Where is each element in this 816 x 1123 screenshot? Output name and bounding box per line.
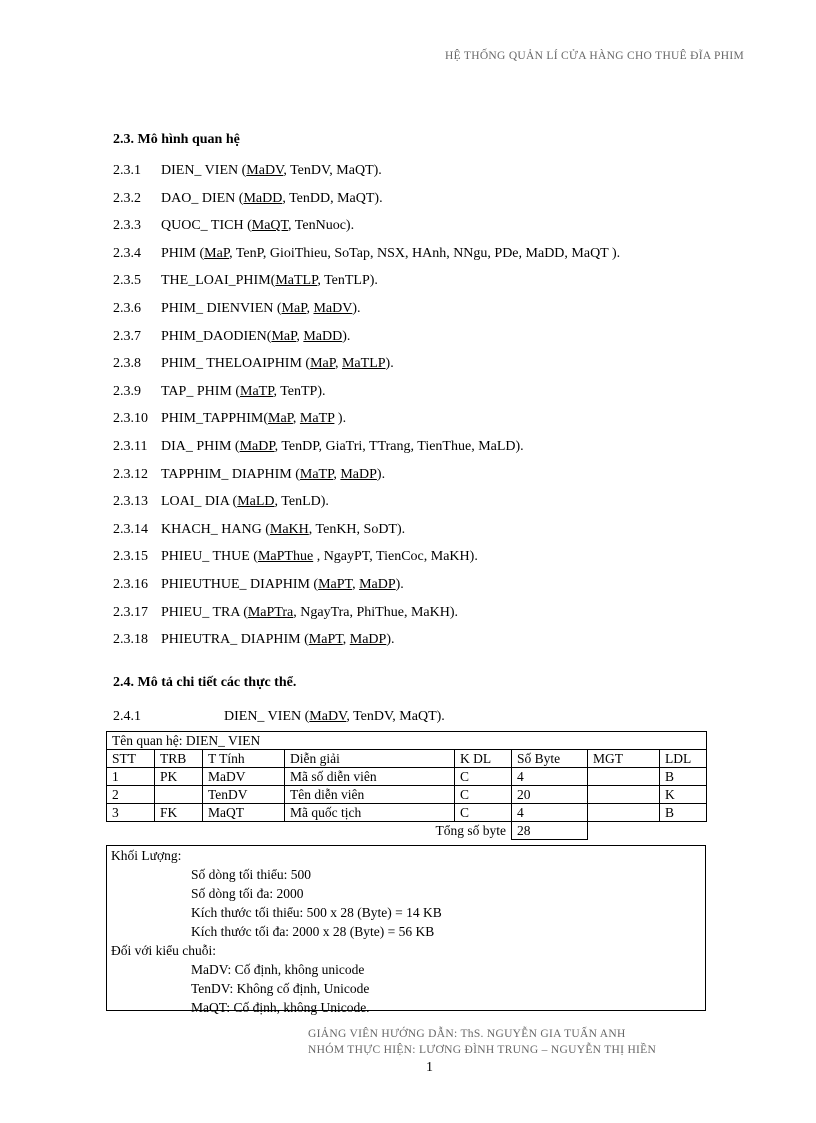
- relation-key: MaDP: [349, 632, 387, 648]
- relation-attributes: , TenP, GioiThieu, SoTap, NSX, HAnh, NNgu, PDe, MaDD, MaQT ).: [229, 245, 621, 261]
- entity-name: DIEN_ VIEN (: [224, 709, 310, 724]
- entity-key: MaDV: [309, 709, 347, 724]
- relation-key: MaPT: [318, 576, 353, 592]
- string-line: MaDV: Cố định, không unicode: [191, 962, 365, 977]
- table-cell: K: [660, 786, 707, 804]
- table-header-cell: LDL: [660, 750, 707, 768]
- table-total-row: [107, 822, 707, 840]
- relation-number: 2.3.2: [113, 190, 141, 206]
- relation-attributes: ).: [395, 576, 404, 592]
- relation-item: [113, 189, 620, 217]
- total-empty: [588, 822, 707, 840]
- total-value: 28: [512, 822, 588, 840]
- relation-item: 2.3.16 PHIEUTHUE_ DIAPHIM (MaPT, MaDP).: [113, 575, 620, 603]
- relation-key: MaDP: [359, 576, 396, 592]
- table-cell: TenDV: [203, 786, 285, 804]
- string-title: Đối với kiểu chuỗi:: [111, 943, 217, 958]
- relation-attributes: , TenTLP).: [317, 273, 378, 289]
- table-header-cell: MGT: [588, 750, 660, 768]
- table-cell: 1: [107, 768, 155, 786]
- table-cell: C: [455, 786, 512, 804]
- table-cell: 4: [512, 804, 588, 822]
- table-header-cell: T Tính: [203, 750, 285, 768]
- relation-item: 2.3.6 PHIM_ DIENVIEN (MaP, MaDV).: [113, 299, 620, 327]
- relation-key: MaDP: [340, 466, 377, 482]
- relation-number: 2.3.4: [113, 245, 141, 261]
- relation-number: 2.3.3: [113, 218, 141, 234]
- table-header-cell: K DL: [455, 750, 512, 768]
- relation-number: 2.3.9: [113, 383, 141, 399]
- entity-heading: [113, 709, 445, 725]
- relation-number: 2.3.18: [113, 632, 148, 648]
- table-row: [107, 768, 707, 786]
- section-title-entity-details: 2.4. Mô tả chi tiết các thực thể.: [113, 675, 297, 690]
- relation-item: [113, 547, 620, 575]
- relation-item: 2.3.18 PHIEUTRA_ DIAPHIM (MaPT, MaDP).: [113, 630, 620, 658]
- relation-key: MaP: [204, 245, 230, 261]
- relation-key: MaPTra: [247, 604, 294, 620]
- table-header-row: [107, 750, 707, 768]
- relation-attributes: , NgayTra, PhiThue, MaKH).: [293, 604, 458, 620]
- table-header-cell: STT: [107, 750, 155, 768]
- footer-advisor: GIẢNG VIÊN HƯỚNG DẪN: ThS. NGUYỄN GIA TUẤN ANH: [308, 1028, 626, 1040]
- table-cell: B: [660, 804, 707, 822]
- table-cell: 4: [512, 768, 588, 786]
- relation-key: MaTP: [240, 383, 274, 399]
- relation-key: MaQT: [251, 218, 289, 234]
- relation-key: MaPT: [308, 632, 343, 648]
- table-cell: [588, 768, 660, 786]
- relation-attributes: ).: [386, 632, 395, 648]
- relation-key: MaDP: [239, 438, 275, 454]
- relation-key: MaTP: [299, 411, 335, 427]
- relation-number: 2.3.13: [113, 494, 148, 510]
- string-line: TenDV: Không cố định, Unicode: [191, 981, 370, 996]
- relation-attributes: , TenDP, GiaTri, TTrang, TienThue, MaLD).: [274, 438, 524, 454]
- relation-key: MaLD: [237, 494, 275, 510]
- table-cell: C: [455, 804, 512, 822]
- relation-key: MaDD: [243, 190, 283, 206]
- relation-item: [113, 492, 620, 520]
- volume-line: Kích thước tối đa: 2000 x 28 (Byte) = 56 KB: [191, 924, 435, 939]
- table-cell: 20: [512, 786, 588, 804]
- table-header-cell: TRB: [155, 750, 203, 768]
- relation-attributes: ).: [376, 466, 386, 482]
- relation-name: PHIM_ DIENVIEN (: [161, 300, 282, 316]
- relation-item: [113, 271, 620, 299]
- table-cell: [155, 786, 203, 804]
- volume-line: Số dòng tối thiểu: 500: [191, 867, 312, 882]
- relation-attributes: , TenDD, MaQT).: [282, 190, 383, 206]
- table-cell: C: [455, 768, 512, 786]
- relation-name: PHIM_ THELOAIPHIM (: [161, 356, 311, 372]
- relation-number: 2.3.6: [113, 300, 141, 316]
- relation-name: DIEN_ VIEN (: [161, 163, 247, 178]
- footer-team: NHÓM THỰC HIỆN: LƯƠNG ĐÌNH TRUNG – NGUYỄN THỊ HIỀN: [308, 1044, 657, 1056]
- table-cell: Mã quốc tịch: [285, 804, 455, 822]
- relation-name: PHIEUTHUE_ DIAPHIM (: [161, 576, 319, 592]
- table-cell: MaDV: [203, 768, 285, 786]
- relation-key: MaP: [281, 300, 307, 316]
- relation-key: MaDD: [303, 328, 343, 344]
- string-line: MaQT: Cố định, không Unicode.: [191, 1000, 370, 1015]
- relation-number: 2.3.12: [113, 466, 148, 482]
- relation-item: [113, 244, 620, 272]
- relation-attributes: ).: [342, 328, 351, 344]
- relation-name: DAO_ DIEN (: [161, 190, 244, 206]
- table-cell: Mã số diễn viên: [285, 768, 455, 786]
- page-header: HỆ THỐNG QUẢN LÍ CỬA HÀNG CHO THUÊ ĐĨA PHIM: [445, 50, 744, 62]
- relation-item: [113, 603, 620, 631]
- page-footer: [308, 1026, 656, 1058]
- relation-key: MaP: [271, 328, 297, 344]
- table-cell: 2: [107, 786, 155, 804]
- relation-number: 2.3.11: [113, 438, 148, 454]
- table-header-cell: Diễn giải: [285, 750, 455, 768]
- relation-item: 2.3.10 PHIM_TAPPHIM(MaP, MaTP ).: [113, 409, 620, 437]
- total-label: Tổng số byte: [107, 822, 512, 840]
- table-cell: [588, 804, 660, 822]
- relation-name: TAPPHIM_ DIAPHIM (: [161, 466, 300, 482]
- table-cell: PK: [155, 768, 203, 786]
- relation-name: KHACH_ HANG (: [161, 521, 270, 537]
- relation-name: PHIM_DAODIEN(: [161, 328, 272, 344]
- entity-rest: , TenDV, MaQT).: [346, 709, 445, 724]
- relation-number: 2.3.15: [113, 549, 148, 565]
- relation-attributes: , TenKH, SoDT).: [308, 521, 406, 537]
- volume-line: Kích thước tối thiểu: 500 x 28 (Byte) = 14 KB: [191, 905, 442, 920]
- table-cell: Tên diễn viên: [285, 786, 455, 804]
- table-cell: FK: [155, 804, 203, 822]
- relation-attributes: , TenDV, MaQT).: [283, 163, 382, 178]
- relation-attributes: ).: [385, 356, 394, 372]
- relation-name: QUOC_ TICH (: [161, 218, 252, 234]
- relation-number: 2.3.17: [113, 604, 148, 620]
- relation-item: [113, 437, 620, 465]
- relation-number: 2.3.14: [113, 521, 148, 537]
- relation-attributes: ).: [334, 411, 347, 427]
- volume-line: Số dòng tối đa: 2000: [191, 886, 304, 901]
- table-cell: MaQT: [203, 804, 285, 822]
- attribute-table: [106, 731, 707, 840]
- relation-attributes: , TenNuoc).: [288, 218, 355, 234]
- table-header-cell: Số Byte: [512, 750, 588, 768]
- relation-key: MaDV: [246, 163, 284, 178]
- relation-key: MaTLP: [275, 273, 318, 289]
- relation-name: PHIM (: [161, 245, 205, 261]
- volume-title: Khối Lượng:: [111, 848, 182, 863]
- relation-number: 2.3.5: [113, 273, 141, 289]
- relation-item: [113, 161, 620, 189]
- relation-item: 2.3.8 PHIM_ THELOAIPHIM (MaP, MaTLP).: [113, 354, 620, 382]
- relation-item: [113, 382, 620, 410]
- table-cell: B: [660, 768, 707, 786]
- relation-number: 2.3.10: [113, 411, 148, 427]
- relation-number: 2.3.8: [113, 356, 141, 372]
- relation-key: MaDV: [313, 300, 353, 316]
- relation-name: TAP_ PHIM (: [161, 383, 240, 399]
- relation-attributes: ).: [352, 300, 361, 316]
- entity-number: 2.4.1: [113, 709, 141, 724]
- relation-attributes: , TenTP).: [273, 383, 326, 399]
- relation-attributes: , TenLD).: [274, 494, 329, 510]
- page-number: 1: [426, 1060, 433, 1075]
- relation-item: 2.3.7 PHIM_DAODIEN(MaP, MaDD).: [113, 327, 620, 355]
- table-caption: Tên quan hệ: DIEN_ VIEN: [107, 732, 707, 750]
- relation-name: PHIEUTRA_ DIAPHIM (: [161, 632, 309, 648]
- relation-item: [113, 520, 620, 548]
- relation-key: MaP: [310, 356, 335, 372]
- relation-key: MaTLP: [341, 356, 386, 372]
- relation-name: DIA_ PHIM (: [161, 438, 240, 454]
- table-row: [107, 786, 707, 804]
- relation-key: MaPThue: [257, 549, 314, 565]
- relation-name: PHIEU_ TRA (: [161, 604, 248, 620]
- relation-number: 2.3.16: [113, 576, 148, 592]
- relation-number: 2.3.7: [113, 328, 141, 344]
- relation-number: 2.3.1: [113, 163, 141, 178]
- table-caption-row: [107, 732, 707, 750]
- table-cell: 3: [107, 804, 155, 822]
- relation-key: MaTP: [299, 466, 334, 482]
- relation-name: PHIEU_ THUE (: [161, 549, 258, 565]
- relation-key: MaP: [268, 411, 293, 427]
- volume-box: [106, 845, 706, 1015]
- table-row: [107, 804, 707, 822]
- relation-name: PHIM_TAPPHIM(: [161, 411, 269, 427]
- relation-key: MaKH: [269, 521, 309, 537]
- relation-list: [113, 161, 620, 658]
- relation-name: LOAI_ DIA (: [161, 494, 238, 510]
- relation-attributes: , NgayPT, TienCoc, MaKH).: [313, 549, 478, 565]
- table-cell: [588, 786, 660, 804]
- relation-item: 2.3.12 TAPPHIM_ DIAPHIM (MaTP, MaDP).: [113, 465, 620, 493]
- section-title-relational-model: 2.3. Mô hình quan hệ: [113, 132, 240, 147]
- relation-item: [113, 216, 620, 244]
- relation-name: THE_LOAI_PHIM(: [161, 273, 276, 289]
